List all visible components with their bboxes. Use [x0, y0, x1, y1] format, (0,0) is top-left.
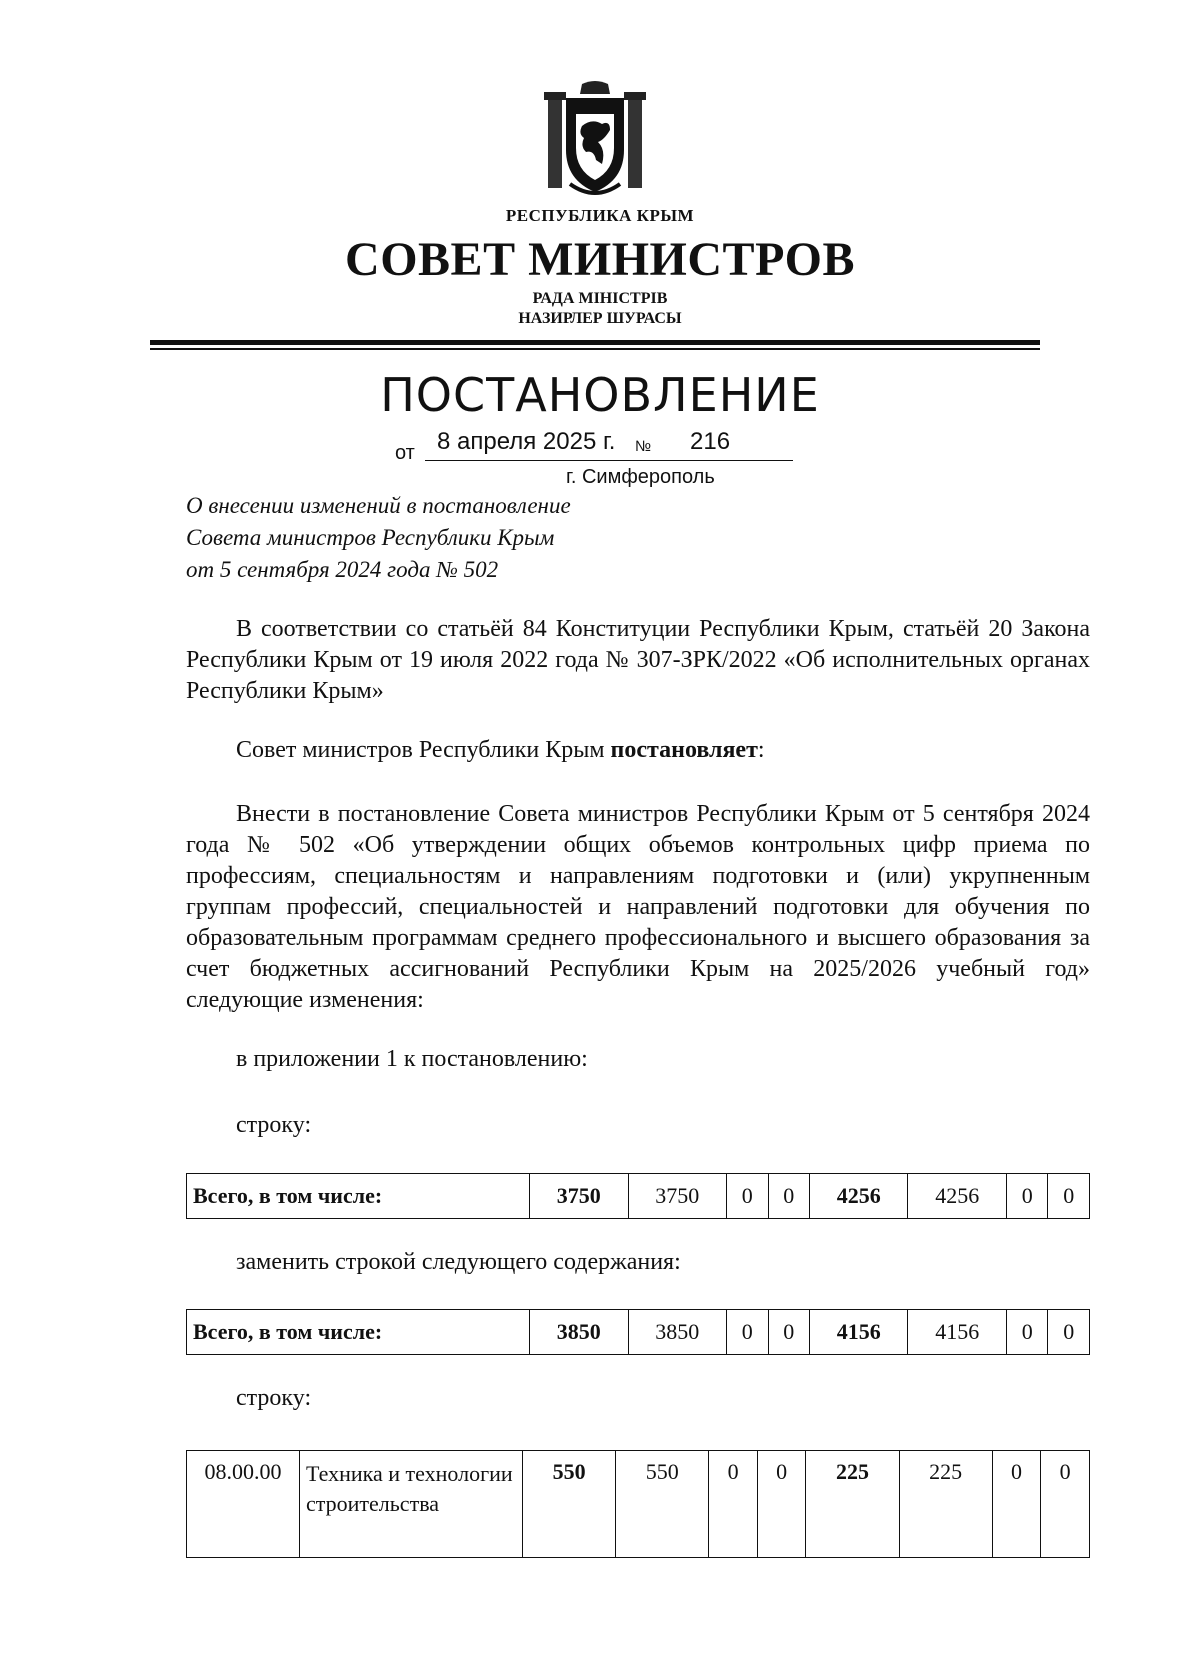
preamble-text: В соответствии со статьёй 84 Конституции Республики Крым, статьёй 20 Закона Республики Крым от 19 июля 2022 года № 307-ЗРК/2022 «Об исполнительных органах Республики Крым»: [186, 616, 1090, 704]
table-cell: 0: [709, 1451, 758, 1558]
table-cell: 0: [768, 1310, 809, 1355]
table-row: [187, 1310, 1090, 1355]
republic-name: РЕСПУБЛИКА КРЫМ: [505, 206, 695, 225]
table-cell: 3850: [628, 1310, 727, 1355]
table-cell: 4256: [809, 1174, 908, 1219]
row-name: Техника и технологии строительства: [300, 1451, 523, 1558]
row-label-old: строку:: [236, 1112, 312, 1138]
resolution-colon: :: [757, 737, 765, 763]
old-total-row-table: [186, 1173, 1090, 1219]
decree-date-line: [395, 428, 795, 464]
construction-row-table: [186, 1450, 1090, 1558]
crimea-coat-of-arms: [540, 80, 650, 200]
document-type-title: ПОСТАНОВЛЕНИЕ: [380, 368, 820, 422]
resolution-text: Совет министров Республики Крым: [236, 737, 611, 763]
decree-subject: [186, 490, 571, 586]
council-title-ukrainian: РАДА МІНІСТРІВ: [532, 290, 668, 307]
date-prefix: от: [395, 442, 415, 464]
table-cell: 0: [768, 1174, 809, 1219]
table-cell: 4256: [908, 1174, 1007, 1219]
table-cell: 3750: [628, 1174, 727, 1219]
decree-date: 8 апреля 2025 г.: [437, 428, 616, 455]
council-title-crimean-tatar: НАЗИРЛЕР ШУРАСЫ: [518, 310, 682, 327]
table-cell: 3750: [530, 1174, 629, 1219]
table-row: [187, 1174, 1090, 1219]
subject-line: Совета министров Республики Крым: [186, 525, 555, 550]
new-total-row-table: [186, 1309, 1090, 1355]
table-cell: 4156: [809, 1310, 908, 1355]
subject-line: О внесении изменений в постановление: [186, 493, 571, 518]
table-cell: 0: [1048, 1310, 1090, 1355]
date-underline: [425, 460, 793, 461]
table-cell: 0: [1007, 1310, 1048, 1355]
resolution-paragraph: [186, 735, 1090, 766]
table-cell: 0: [992, 1451, 1041, 1558]
decree-number: 216: [690, 428, 731, 455]
table-cell: 4156: [908, 1310, 1007, 1355]
table-cell: 0: [1041, 1451, 1090, 1558]
table-cell: 0: [727, 1310, 768, 1355]
amendment-text: Внести в постановление Совета министров Республики Крым от 5 сентября 2024 года № 502 «Об утверждении общих объемов контрольных цифр приема по профессиям, специальностям и направлениям подготовки и (или) укрупненным группам профессий, специальностей и направлений подготовки для обучения по образовательным программам среднего профессионального и высшего образования за счет бюджетных ассигнований Республики Крым на 2025/2026 учебный год» следующие изменения:: [186, 801, 1090, 1013]
table-cell: 225: [806, 1451, 899, 1558]
council-title: СОВЕТ МИНИСТРОВ: [345, 233, 855, 286]
table-cell: 3850: [530, 1310, 629, 1355]
table-row: [187, 1451, 1090, 1558]
replace-instruction: заменить строкой следующего содержания:: [236, 1249, 681, 1275]
subject-line: от 5 сентября 2024 года № 502: [186, 557, 499, 582]
table-cell: 0: [1048, 1174, 1090, 1219]
row-code: 08.00.00: [187, 1451, 300, 1558]
row-label-old-2: строку:: [236, 1385, 312, 1411]
table-cell: 550: [523, 1451, 616, 1558]
header-rule-thin: [150, 348, 1040, 350]
amendment-paragraph: [186, 799, 1090, 1016]
row-label: Всего, в том числе:: [187, 1310, 530, 1355]
table-cell: 225: [899, 1451, 992, 1558]
table-cell: 0: [757, 1451, 806, 1558]
table-cell: 0: [727, 1174, 768, 1219]
appendix-reference: в приложении 1 к постановлению:: [236, 1046, 588, 1072]
resolution-verb: постановляет: [610, 737, 758, 763]
decree-city: г. Симферополь: [566, 466, 715, 488]
preamble-paragraph: [186, 614, 1090, 707]
table-cell: 550: [616, 1451, 709, 1558]
header-rule: [150, 340, 1040, 345]
number-sign: №: [635, 438, 652, 455]
row-label: Всего, в том числе:: [187, 1174, 530, 1219]
table-cell: 0: [1007, 1174, 1048, 1219]
